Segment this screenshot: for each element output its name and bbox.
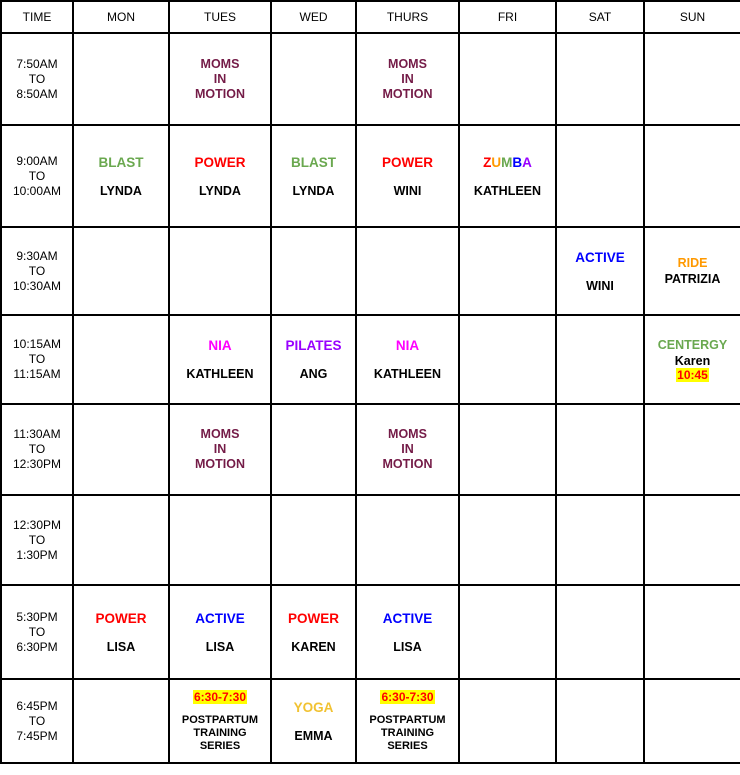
row-0930 [1, 227, 740, 315]
class-name: POWER [194, 154, 246, 170]
cell-empty [459, 585, 556, 679]
instructor-name: LYNDA [292, 183, 335, 198]
class-name: ACTIVE [575, 249, 625, 265]
instructor-name: PATRIZIA [664, 272, 721, 286]
class-name: POWER [95, 610, 147, 626]
time-start: 7:50AM [16, 56, 58, 71]
cell-empty [556, 315, 644, 404]
time-cell [1, 585, 73, 679]
class-cell-fri [459, 125, 556, 227]
time-highlight: 10:45 [677, 367, 708, 382]
class-cell-thurs [356, 679, 459, 763]
cell-empty [459, 227, 556, 315]
time-end: 6:30PM [16, 639, 58, 654]
cell-empty [459, 404, 556, 495]
class-cell-thurs [356, 125, 459, 227]
time-start: 10:15AM [12, 337, 62, 351]
time-start: 6:45PM [16, 698, 58, 713]
class-cell-tues [169, 585, 271, 679]
header-sat: SAT [556, 1, 644, 33]
class-cell-tues [169, 679, 271, 763]
cell-empty [73, 227, 169, 315]
instructor-name: WINI [393, 183, 422, 198]
header-time: TIME [1, 1, 73, 33]
time-start: 12:30PM [12, 517, 62, 532]
postpartum-series: POSTPARTUM TRAINING SERIES [181, 713, 259, 752]
class-cell-thurs [356, 585, 459, 679]
class-name: RIDE [677, 256, 708, 270]
cell-empty [644, 495, 740, 585]
cell-empty [556, 404, 644, 495]
instructor-name: LYNDA [199, 183, 241, 198]
class-cell-wed [271, 125, 356, 227]
class-cell-tues [169, 125, 271, 227]
time-cell [1, 227, 73, 315]
class-cell-thurs [356, 33, 459, 125]
cell-empty [356, 227, 459, 315]
class-cell-thurs [356, 404, 459, 495]
time-highlight: 6:30-7:30 [193, 689, 247, 704]
time-end: 12:30PM [12, 457, 62, 471]
time-start: 5:30PM [16, 609, 58, 624]
time-start: 9:30AM [16, 248, 58, 263]
time-end: 10:00AM [12, 183, 62, 198]
class-name: PILATES [285, 338, 342, 353]
cell-empty [459, 33, 556, 125]
class-name: ACTIVE [382, 610, 433, 626]
cell-empty [644, 33, 740, 125]
header-wed: WED [271, 1, 356, 33]
row-0900 [1, 125, 740, 227]
time-cell [1, 404, 73, 495]
cell-empty [556, 495, 644, 585]
time-end: 7:45PM [16, 728, 58, 743]
header-fri: FRI [459, 1, 556, 33]
cell-empty [644, 585, 740, 679]
time-to: TO [28, 352, 46, 366]
cell-empty [459, 495, 556, 585]
instructor-name: LYNDA [100, 183, 142, 198]
time-to: TO [28, 532, 46, 547]
time-to: TO [28, 442, 46, 456]
instructor-name: EMMA [294, 728, 333, 743]
row-0750 [1, 33, 740, 125]
cell-empty [271, 404, 356, 495]
instructor-name: LISA [393, 639, 422, 654]
cell-empty [644, 679, 740, 763]
time-to: TO [28, 168, 46, 183]
cell-empty [644, 125, 740, 227]
cell-empty [556, 585, 644, 679]
time-end: 1:30PM [16, 547, 58, 562]
class-name: YOGA [293, 699, 334, 715]
time-to: TO [28, 263, 46, 278]
class-cell-tues [169, 404, 271, 495]
cell-empty [459, 679, 556, 763]
instructor-name: ANG [299, 367, 328, 381]
header-thurs: THURS [356, 1, 459, 33]
cell-empty [169, 227, 271, 315]
cell-empty [459, 315, 556, 404]
cell-empty [271, 33, 356, 125]
row-1130 [1, 404, 740, 495]
row-1230 [1, 495, 740, 585]
class-name: BLAST [98, 154, 144, 170]
class-cell-wed [271, 315, 356, 404]
class-name: POWER [381, 154, 433, 170]
class-cell-sun [644, 227, 740, 315]
instructor-name: KATHLEEN [373, 367, 442, 381]
cell-empty [73, 315, 169, 404]
instructor-name: KATHLEEN [186, 367, 254, 381]
cell-empty [169, 495, 271, 585]
time-highlight: 6:30-7:30 [381, 689, 434, 704]
time-cell [1, 125, 73, 227]
class-cell-mon [73, 585, 169, 679]
moms-in-motion: MOMS IN MOTION [382, 427, 433, 471]
time-to: TO [28, 713, 46, 728]
class-cell-tues [169, 33, 271, 125]
header-mon: MON [73, 1, 169, 33]
class-cell-sat [556, 227, 644, 315]
header-sun: SUN [644, 1, 740, 33]
time-cell [1, 495, 73, 585]
class-cell-thurs [356, 315, 459, 404]
class-cell-wed [271, 585, 356, 679]
cell-empty [271, 227, 356, 315]
class-cell-sun [644, 315, 740, 404]
time-start: 11:30AM [13, 427, 61, 441]
class-name: NIA [395, 338, 420, 353]
instructor-name: WINI [586, 278, 614, 293]
time-end: 8:50AM [16, 86, 58, 101]
cell-empty [73, 679, 169, 763]
row-1015 [1, 315, 740, 404]
time-to: TO [28, 71, 46, 86]
time-cell [1, 679, 73, 763]
class-name: CENTERGY [657, 337, 728, 352]
time-end: 11:15AM [13, 367, 61, 381]
cell-empty [271, 495, 356, 585]
moms-in-motion: MOMS IN MOTION [195, 427, 245, 471]
cell-empty [73, 495, 169, 585]
class-name: POWER [287, 610, 339, 626]
instructor-name: KATHLEEN [473, 183, 542, 198]
row-1730 [1, 585, 740, 679]
header-tues: TUES [169, 1, 271, 33]
postpartum-series: POSTPARTUM TRAINING SERIES [369, 713, 446, 752]
time-end: 10:30AM [12, 278, 62, 293]
time-cell [1, 315, 73, 404]
class-cell-tues [169, 315, 271, 404]
instructor-name: LISA [106, 639, 136, 654]
time-start: 9:00AM [16, 153, 58, 168]
class-name: NIA [208, 338, 232, 353]
moms-in-motion: MOMS IN MOTION [382, 56, 433, 101]
row-1845 [1, 679, 740, 763]
cell-empty [73, 33, 169, 125]
class-cell-mon [73, 125, 169, 227]
cell-empty [644, 404, 740, 495]
instructor-name: KAREN [291, 639, 336, 654]
cell-empty [73, 404, 169, 495]
class-cell-wed [271, 679, 356, 763]
moms-in-motion: MOMS IN MOTION [195, 56, 245, 101]
time-to: TO [28, 624, 46, 639]
instructor-name: LISA [205, 639, 235, 654]
cell-empty [356, 495, 459, 585]
class-name: ACTIVE [195, 610, 245, 626]
cell-empty [556, 125, 644, 227]
header-row [1, 1, 740, 33]
cell-empty [556, 33, 644, 125]
instructor-name: Karen [674, 353, 711, 368]
class-name-zumba: ZUMBA [483, 154, 532, 170]
time-cell [1, 33, 73, 125]
class-name: BLAST [291, 154, 336, 170]
cell-empty [556, 679, 644, 763]
